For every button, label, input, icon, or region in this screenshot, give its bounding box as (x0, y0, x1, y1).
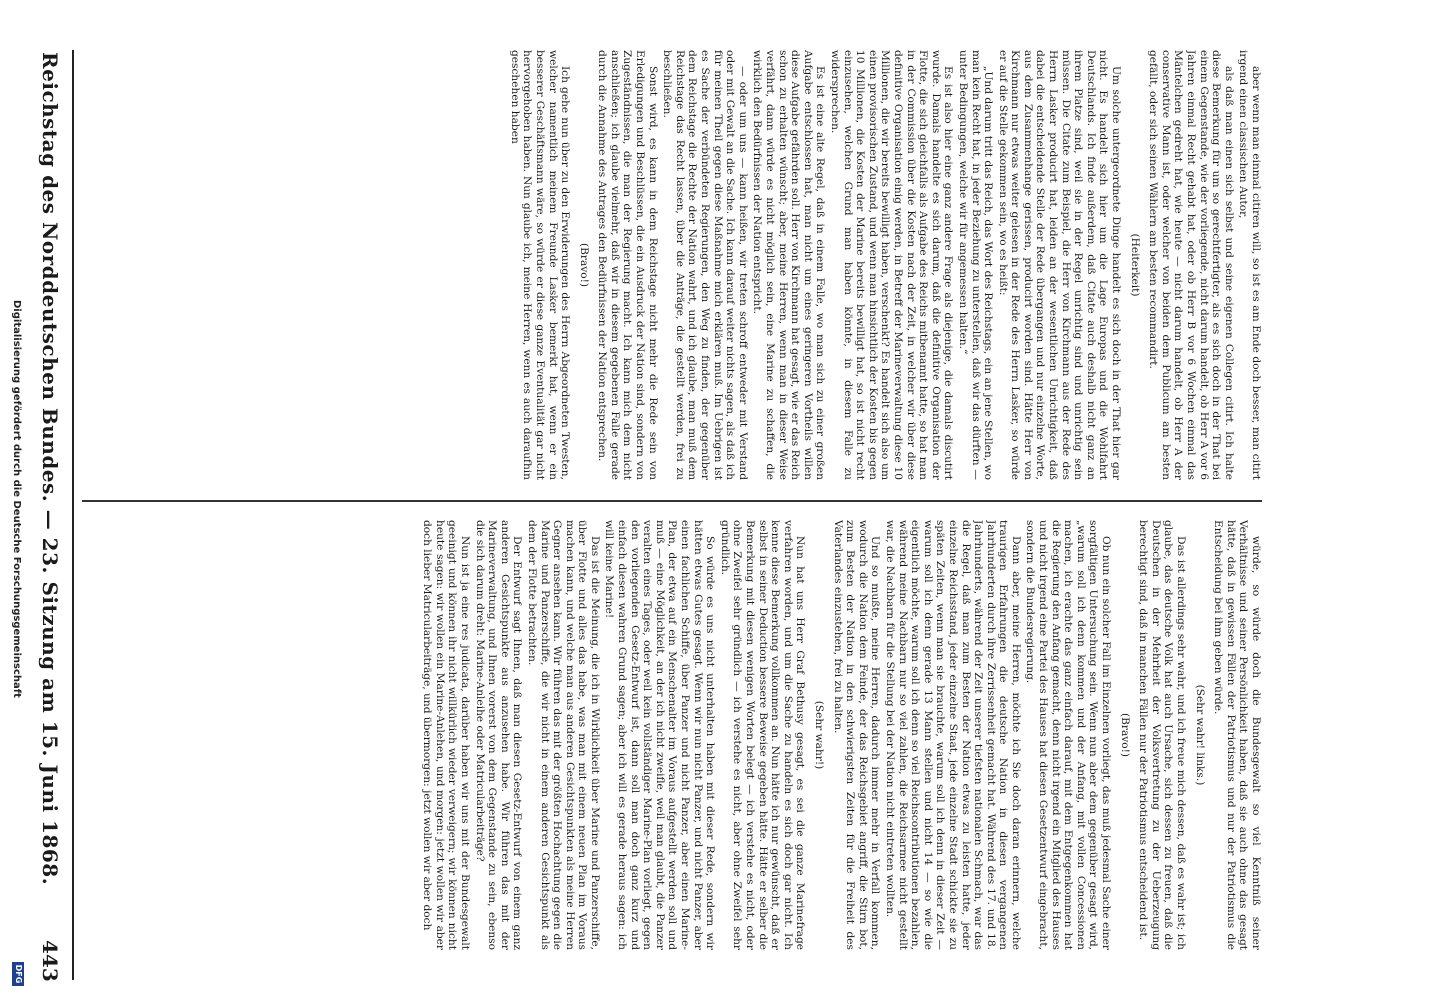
digitization-note: Digitalisierung gefördert durch die Deutsche Forschungsgemeinschaft (11, 300, 22, 698)
page-header-title: Reichstag des Norddeutschen Bundes. — 23. Sitzung am 15. Juni 1868. (38, 52, 62, 886)
paragraph: Es ist also hier eine ganz andere Frage als diejenige, die damals discutirt wurde. Damals handelte es sich darum, daß die definitive Organisation der Flotte, die sich gleichfalls als Aufgabe des Reichs mitbenannt hatte, so hat man in der Commission über die Kosten nach der Zeit, in welcher wir über diese definitive Organisation einig werden, in Betreff der Marineverwaltung diese 10 Millionen, die wir bereits bewilligt haben, verschenkt? Es handelt sich also um einen provisorischen Zustand, und wenn man hinsichtlich der Kosten bis gegen 10 Millionen, die Kosten der Marine bereits bewilligt hat, so ist nicht recht einzusehen, welchen Grund man haben könnte, in diesem Falle zu widersprechen. (829, 50, 955, 480)
paragraph-quote: „Und darum tritt das Reich, das Wort des Reichstags, ein an jene Stellen, wo man kein Recht hat, in jeder Beziehung zu unterstellen, daß wir das dürften — unter Bedingungen, welche wir für angemessen halten.“ (956, 50, 995, 480)
paragraph: aber wenn man einmal citiren will, so ist es am Ende doch besser, man citirt irgend einen classischen Autor, (1237, 50, 1262, 480)
paragraph: Dann aber, meine Herren, möchte ich Sie doch daran erinnern, welche traurigen Erfahrungen die deutsche Nation in diesen vergangenen Jahrhunderten durch ihre Zerrissenheit gemacht hat. Während des 17. und 18. Jahrhunderts, während der Zeit unserer tiefsten nationalen Schmach, war das die Regel, daß man zum Besten der Nation etwas zu leisten hatte, jeder einzelne Reichsstand, jeder einzelne Staat, jede einzelne Stadt schickte sie zu späten Zeiten, wenn man sie brauchte, warum soll ich denn in dieser Zeit — warum soll ich denn gerade 13 Mann stellen und nicht 14 — so wie die eigentlich möchte, warum soll ich denn so viel Reichscontributionen bezahlen, während meine Nachbarn nur so viel zahlen, die Reichsarmee nicht gestellt war, die Nachbarn für die Stellung bei der Nation nicht eintreten wollten. (883, 520, 1022, 950)
paragraph: Ob nun ein solcher Fall im Einzelnen vorliegt, das muß jedesmal Sache einer sorgfältigen Untersuchung sein. Wenn nun aber dem gegenüber gesagt wird, „warum soll ich denn kommen und der Anfang, mit vollen Concessionen machen, ich erachte das ganz einfach darauf, mit dem Entgegenkommen hat die Regierung den Anfang gemacht, denn nicht irgend ein Mitglied des Hauses und nicht irgend eine Partei des Hauses hat diesen Gesetzentwurf eingebracht, sondern die Bundesregierung. (1024, 520, 1113, 950)
paragraph: Ich gehe nun über zu den Erwiderungen des Herrn Abgeordneten Twesten, welcher namentlich meinem Freunde Lasker bemerkt hat, wenn er ein besserer Geschäftsmann wäre, so würde er diese ganze Eventualität gar nicht hervorgehoben haben. Nun glaube ich, meine Herren, wenn es auch daraufhin geschehen haben (508, 50, 572, 480)
paragraph: Das ist die Meinung, die ich in Wirklichkeit über Marine und Panzerschiffe, über Flotte und alles das habe, was man mit einem neuen Plan im Voraus machen kann, und welche man aus anderen Gesichtspunkten als meine Herren Gegner ansehen kann. Wir führen das mit der größten Hochachtung gegen die Marine und Panzerschiffe, die wir nicht in einem anderen Gesichtspunkt als dem der Flotte betrachten. (525, 520, 601, 950)
paragraph: Und so mußte, meine Herren, dadurch immer mehr in Verfall kommen, wodurch die Nation dem Feinde, der das Reichsgebiet angriff, die Stirn bot, zum Besten der Nation in den schwierigsten Zeiten für die Freiheit des Vaterlandes einzustehen, frei zu halten. (831, 520, 882, 950)
paragraph-remark: (Sehr wahr!) (813, 700, 825, 770)
paragraph-remark: (Heiterkeit) (1128, 233, 1141, 297)
paragraph-remark: (Sehr wahr! links.) (1193, 684, 1206, 786)
page-number: 443 (38, 940, 62, 982)
paragraph: — oder um uns — kann heißen, wir treten schroff entweder mit Verstand oder mit Gewalt an die Sache. Ich kann darauf weiter nichts sagen, als daß ich für meinen Theil gegen diese Maßnahme mich erklären muß. Im Uebrigen ist es Sache der verbündeten Regierungen, den Weg zu finden, der gegenüber dem Reichstage die Rechte der Nation wahrt, und ich glaube, man muß dem Reichstage das Recht lassen, über die Anträge, die gestellt werden, frei zu beschließen. (661, 50, 749, 480)
paragraph: Um solche untergeordnete Dinge handelt es sich doch in der That hier gar nicht. Es handelt sich hier um die Lage Europas und die Wohlfahrt Deutschlands. Ich finde außerdem, daß Citate auch deshalb nicht ganz an ihrem Platze sind, weil sie in der Regel unrichtig sind und unrichtig sein müssen. Die Citate zum Beispiel, die Herr von Kirchmann aus der Rede des Herrn Lasker producirt hat, leiden an der wesentlichen Unrichtigkeit, daß dabei die entscheidende Stelle der Rede übergangen und nur einzelne Worte, aus dem Zusammenhange gerissen, producirt worden sind. Hätte Herr von Kirchmann nur etwas weiter gelesen in der Rede des Herrn Lasker, so würde er auf die Stelle gekommen sein, wo es heißt: (996, 50, 1123, 480)
paragraph: als daß man einen sich selbst und seine eigenen Collegen citirt. Ich halte diese Bemerkung für um so gerechtfertigter, als es sich doch in der That bei einem Gegenstande, wie der vorliegende, nicht darum handelt, ob Herr A vor 6 Jahren einmal Recht gehabt hat, oder ob Herr B vor 6 Wochen einmal das Mäntelchen gedreht hat, wie heute — nicht darum handelt, ob Herr A der conservative Mann ist, oder welcher von beiden dem Publicum am besten gefällt, oder sich seinen Wählern am besten recommandirt. (1147, 50, 1235, 480)
paragraph: So würde es uns nicht unterhalten haben mit dieser Rede, sondern wir hätten etwas Gutes gesagt. Wenn wir nun nicht Panzer, und nicht Panzer, aber einen fachlichen Schiffe, über Panzer und nicht Panzer, aber einen Marine-Plan, der etwa auf ein Menschenalter im Voraus aufgestellt werden soll und muß — eine Möglichkeit, an der ich nicht zweifle, weil man glaubt, die Panzer veralten eines Tages, oder weil kein vollständiger Marine-Plan vorliegt, gegen den vorliegenden Gesetz-Entwurf ist, dann soll man doch ganz kurz und einfach diesen wahren Grund sagen; aber ich will es gerade heraus sagen: ich will keine Marine! (603, 520, 717, 950)
column-divider (82, 500, 1262, 502)
paragraph-remark: (Bravo!) (577, 242, 590, 288)
paragraph-remark: (Bravo!) (1118, 712, 1131, 758)
paragraph: Nun hat uns Herr Graf Bethusy gesagt, es sei die ganze Marinefrage verfahren worden, und um die Sache zu handeln es sich doch gar nicht. Ich kenne diese Bemerkung vollkommen an. Nun hätte ich nur gewünscht, daß er selbst in seiner Deduction bessere Beweise gegeben hätte. Hätte er selber die Bemerkung mit diesen wenigen Worten belegt — ich verstehe es nicht, oder ohne Zweifel sehr gründlich — ich verstehe es nicht, aber ohne Zweifel sehr gründlich. (718, 520, 807, 950)
page-header (32, 0, 62, 1000)
paragraph: Das ist allerdings sehr wahr, und ich freue mich dessen, daß es wahr ist; ich glaube, das deutsche Volk hat auch Ursache, sich dessen zu freuen, daß die Deutschen in der Mehrheit der Volksvertretung zu der Ueberzeugung berechtigt sind, daß in manchen Fällen nur der Patriotismus entscheidend ist. (1137, 520, 1188, 950)
paragraph: würde, so würde doch die Bundesgewalt so viel Kenntniß seiner Verhältnisse und seiner Persönlichkeit haben, daß sie auch ohne das gesagt hätte, daß in gewissen Fällen der Patriotismus und nur der Patriotismus die Entscheidung bei ihm geben würde. (1212, 520, 1262, 950)
paragraph: Es ist eine alte Regel, daß in einem Falle, wo man sich zu einer großen Aufgabe entschlossen hat, man nicht um eines geringeren Vortheils willen diese Aufgabe gefährden soll. Herr von Kirchmann hat gesagt, wie er das Reich schon zu erhalten wünscht; aber, meine Herren, wenn man in dieser Weise verfährt, dann würde es nicht möglich sein, eine Marine zu schaffen, die wirklich den Bedürfnissen der Nation entspricht. (751, 50, 827, 480)
text-column-right (82, 520, 1262, 950)
paragraph: Sonst wird, es kann in dem Reichstage nicht mehr die Rede sein von Erledigungen und Beschlüssen, die ein Ausdruck der Nation sind, sondern von Zugeständnissen, die man der Regierung macht. Ich kann mich dem nicht anschließen; ich glaube vielmehr, daß wir in diesem gegebenen Falle gerade durch die Annahme des Antrages den Bedürfnissen der Nation entsprechen. (596, 50, 659, 480)
header-rule (72, 50, 74, 980)
paragraph: Der Entwurf sagt Ihnen, daß man diesen Gesetz-Entwurf von einem ganz anderen Gesichtspunkte aus anzusehen habe. Wir führen das mit der Marineverwaltung, und Ihnen vorerst von dem Gegenstande zu sein, ebenso die sich darum dreht: Marine-Anleihe oder Matricularbeiträge? (473, 520, 524, 950)
text-column-left (82, 50, 1262, 480)
paragraph: Nun ist ja eine res judicata, darüber haben wir uns mit der Bundesgewalt geeinigt und können ihr nicht willkürlich wieder verweigern; wir können nicht heute sagen: wir wollen ein Marine-Anlehen, und morgen: jetzt wollen wir aber doch lieber Matricularbeiträge, und übermorgen: jetzt wollen wir aber doch (421, 520, 471, 950)
dfg-logo: DFG (12, 962, 24, 986)
